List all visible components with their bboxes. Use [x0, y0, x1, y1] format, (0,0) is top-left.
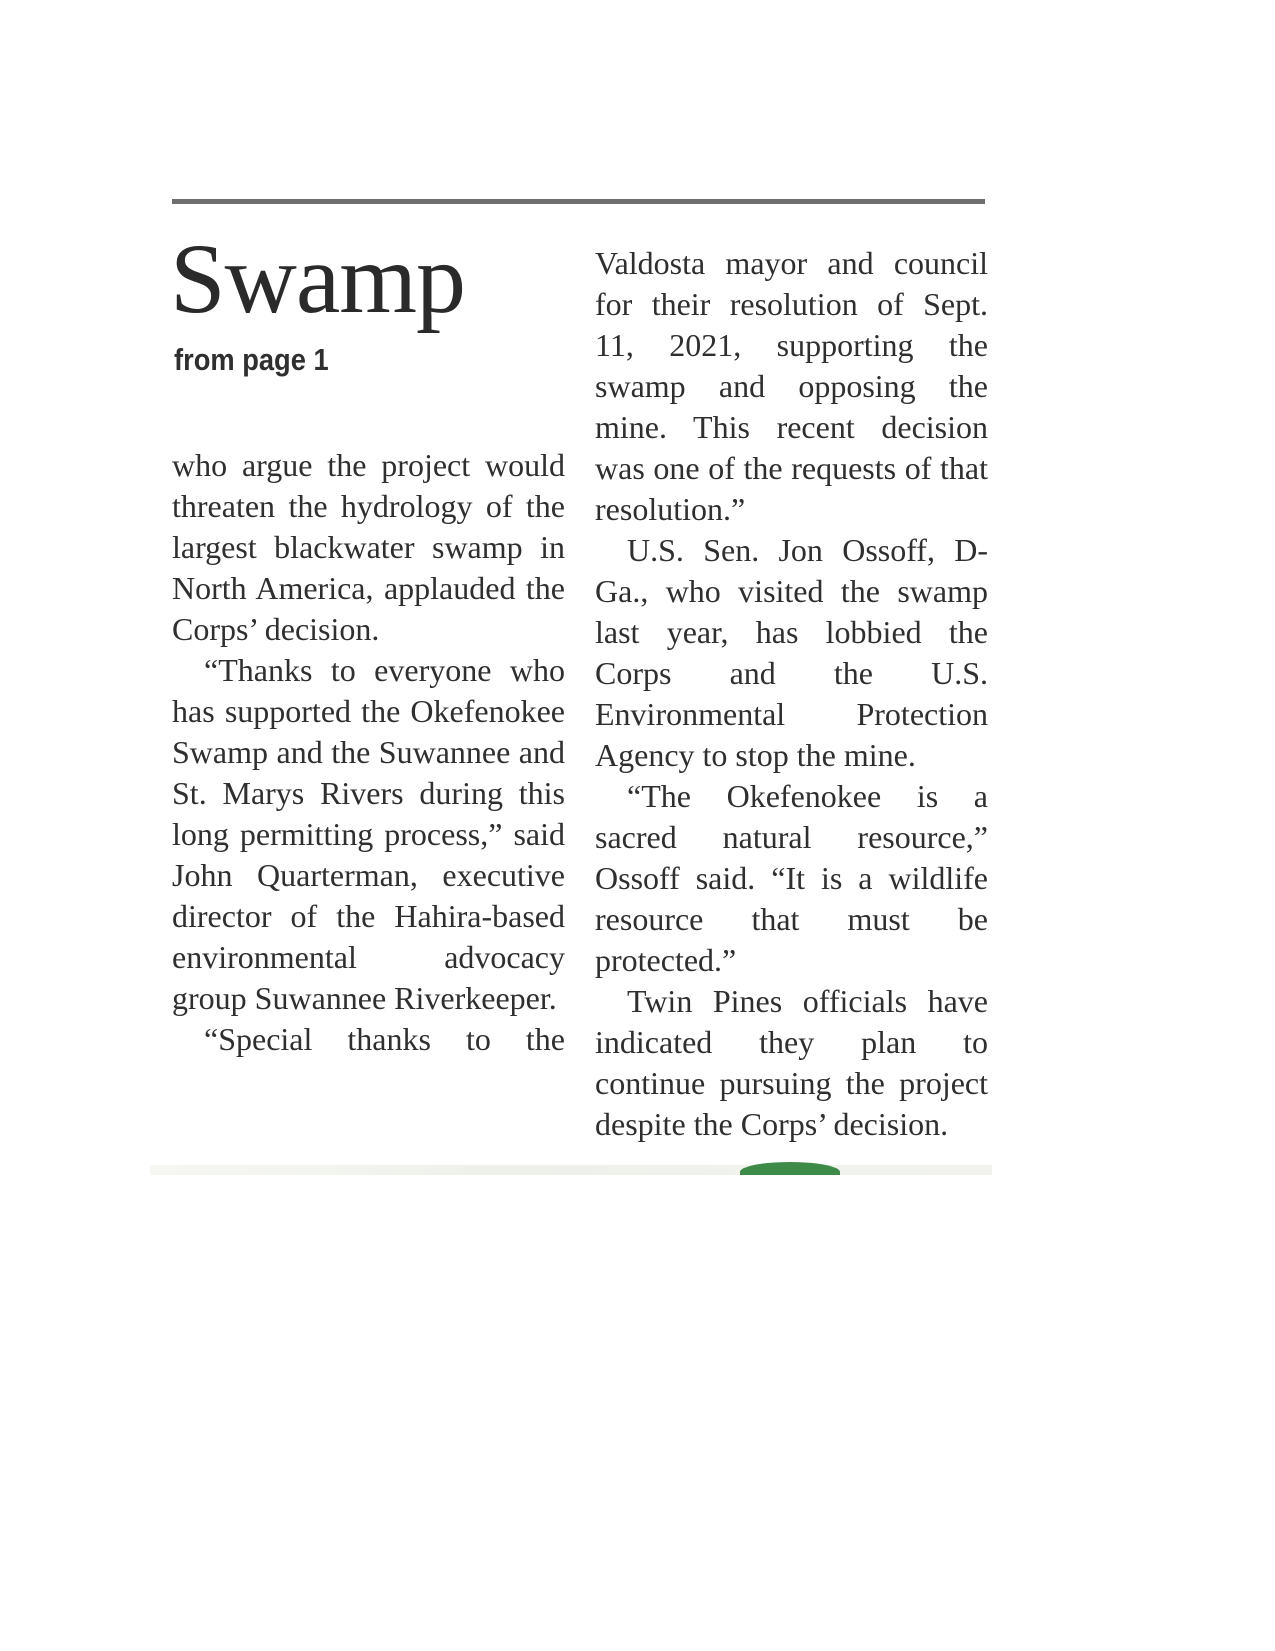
paragraph: who argue the project would threaten the hydrology of the largest blackwater swamp in North America, applauded the Corps’ decision. — [172, 447, 565, 647]
leaf-graphic — [740, 1162, 840, 1175]
article-column-1 — [172, 445, 565, 1060]
photo-edge — [150, 1165, 992, 1175]
paragraph: Valdosta mayor and council for their resolution of Sept. 11, 2021, supporting the swamp and opposing the mine. This recent decision was one of the requests of that resolution.” — [595, 245, 988, 527]
article-column-2 — [595, 243, 988, 1145]
paragraph: Twin Pines officials have indicated they plan to continue pursuing the project despite the Corps’ decision. — [595, 983, 988, 1142]
jump-line: from page 1 — [174, 342, 329, 377]
paragraph: U.S. Sen. Jon Ossoff, D-Ga., who visited the swamp last year, has lobbied the Corps and the U.S. Environmental Protection Agency to stop the mine. — [595, 532, 988, 773]
paragraph: “The Okefenokee is a sacred natural resource,” Ossoff said. “It is a wildlife resource that must be protected.” — [595, 778, 988, 978]
paragraph: “Thanks to everyone who has supported the Okefenokee Swamp and the Suwannee and St. Marys Rivers during this long permitting process,” said John Quarterman, executive director of the Hahira-based environmental advocacy group Suwannee Riverkeeper. — [172, 652, 565, 1016]
headline: Swamp — [170, 223, 465, 334]
top-rule — [172, 199, 985, 204]
article-clipping — [150, 185, 992, 1175]
paragraph: “Special thanks to the — [204, 1021, 565, 1057]
